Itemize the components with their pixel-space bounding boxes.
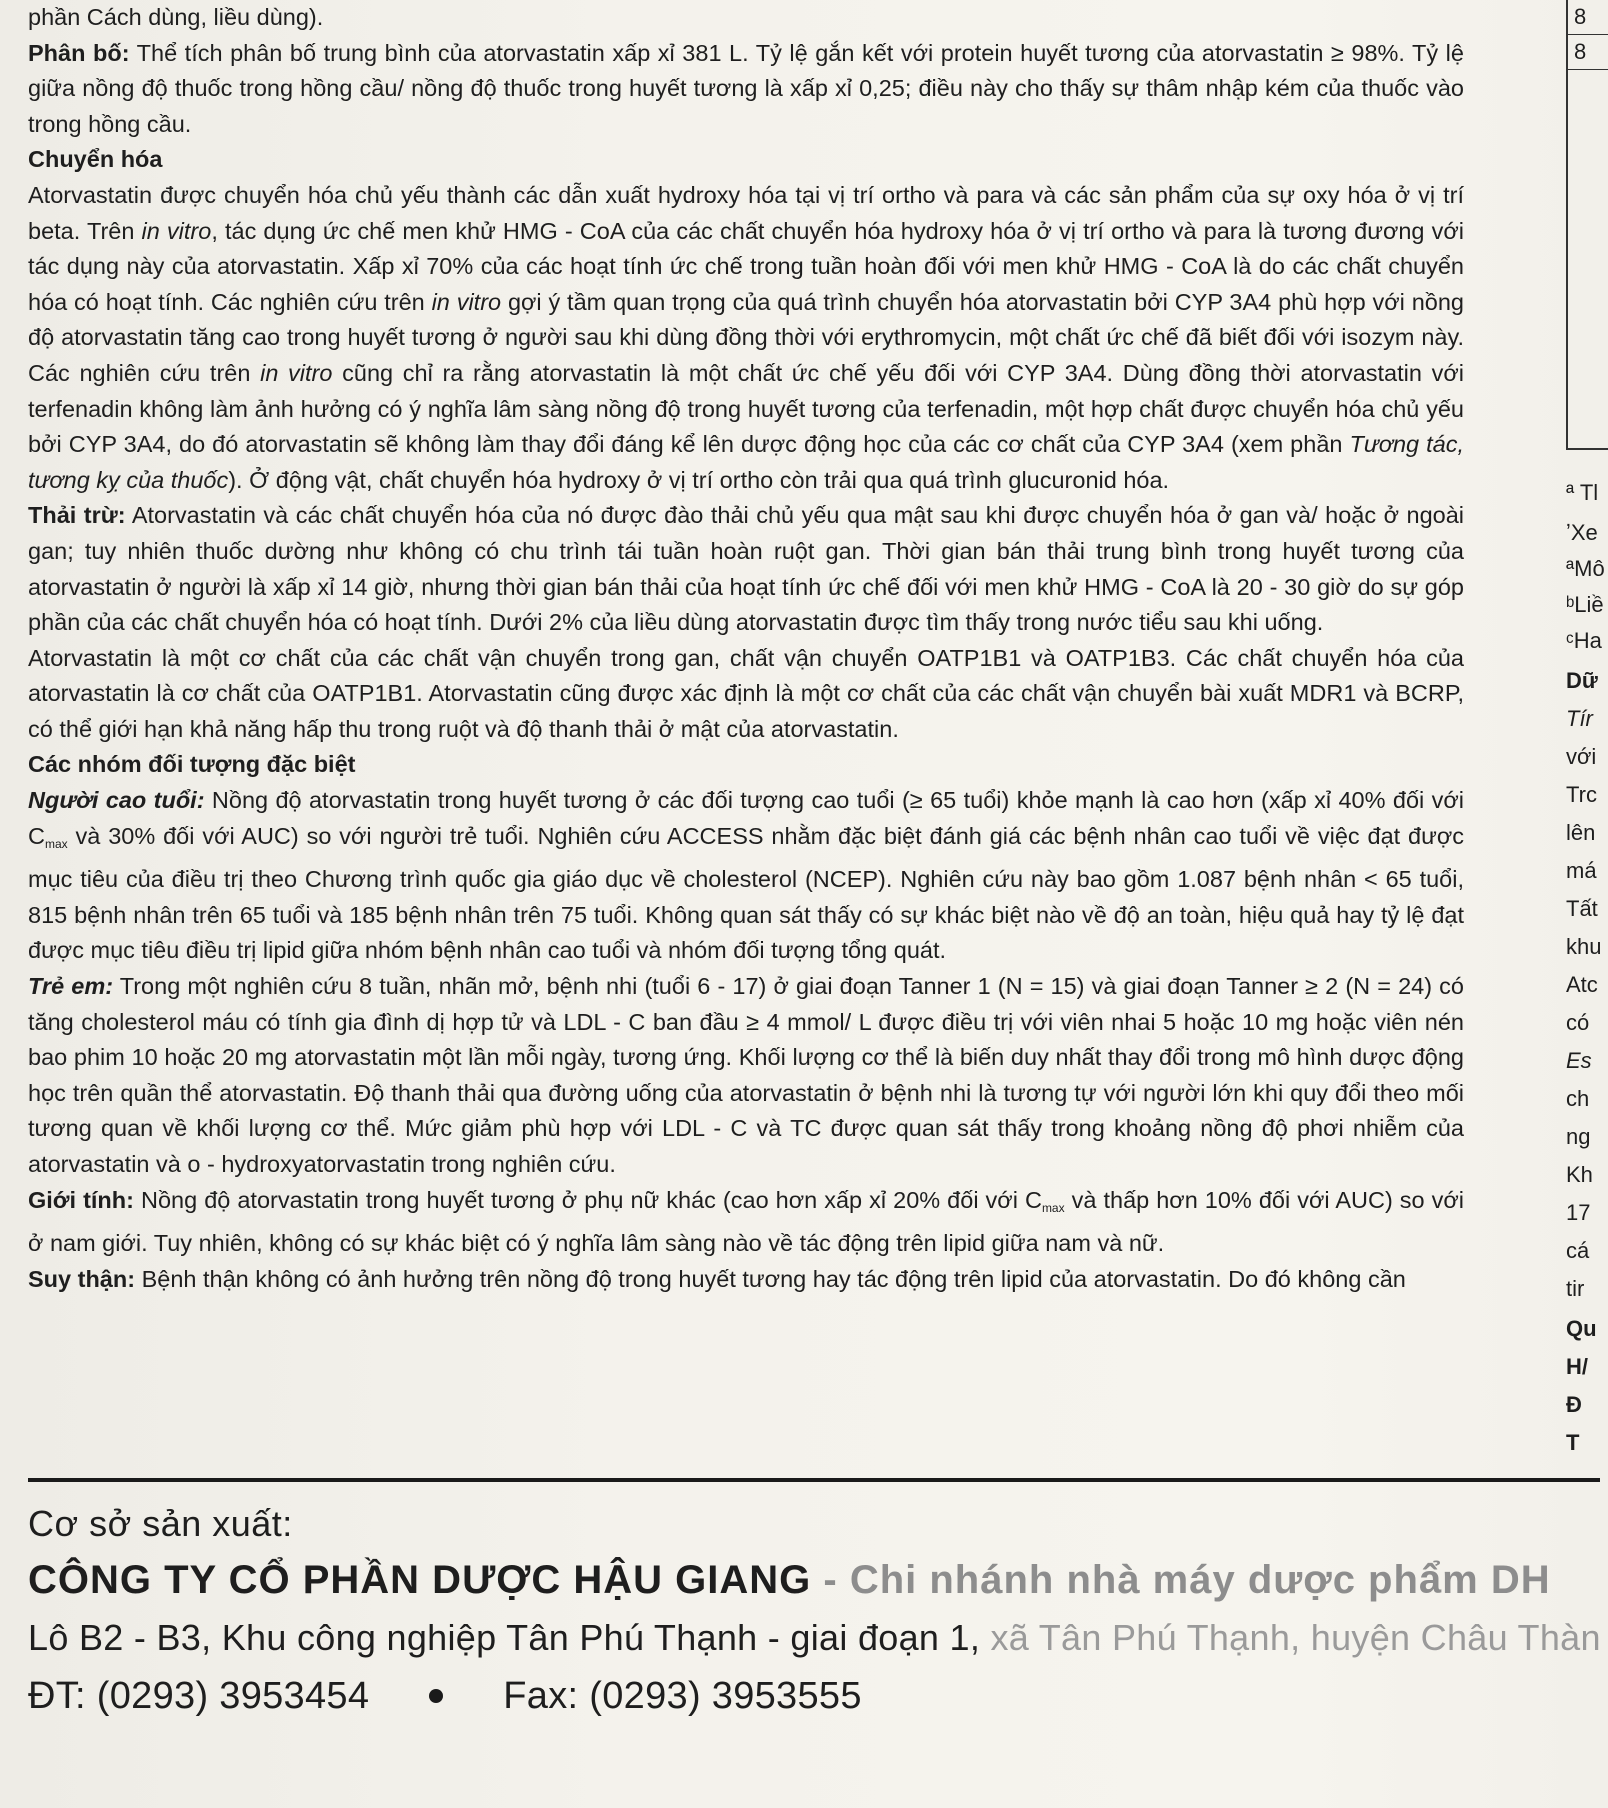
elderly-part1: Nồng độ atorvastatin trong huyết tương ở các đối tượng cao tuổi (≥ 65 tuổi) khỏe mạnh là cao hơn (xấp xỉ 40% đối với C xyxy=(28,787,1464,849)
special-groups-heading: Các nhóm đối tượng đặc biệt xyxy=(28,751,356,778)
transporter-paragraph: Atorvastatin là một cơ chất của các chất vận chuyển trong gan, chất vận chuyển OATP1B1 và OATP1B3. Các chất chuyển hóa của atorvastatin là cơ chất của OATP1B1. Atorvastatin cũng được xác định là một cơ chất của các chất vận chuyển bài xuất MDR1 và BCRP, có thể giới hạn khả năng hấp thu trong ruột và độ thanh thải ở mật của atorvastatin. xyxy=(28,644,1464,742)
distribution-label: Phân bố: xyxy=(28,39,130,66)
right-fragment: Tír xyxy=(1566,706,1593,731)
company-name: CÔNG TY CỔ PHẦN DƯỢC HẬU GIANG xyxy=(28,1558,812,1602)
children-paragraph xyxy=(28,969,1464,1183)
phone-number: ĐT: (0293) 3953454 xyxy=(28,1675,370,1717)
right-fragment: tir xyxy=(1566,1276,1585,1301)
right-table-row: 8 xyxy=(1568,35,1608,70)
gender-label: Giới tính: xyxy=(28,1186,134,1213)
right-fragment: ᶜHa xyxy=(1566,628,1602,653)
bullet-icon xyxy=(429,1689,443,1703)
right-fragment: T xyxy=(1566,1430,1580,1455)
right-fragment: khu xyxy=(1566,934,1602,959)
elderly-label: Người cao tuổi: xyxy=(28,787,205,814)
elderly-cmax-sub: max xyxy=(44,836,68,851)
elimination-label: Thải trừ: xyxy=(28,502,126,529)
right-table-row: 8 xyxy=(1568,0,1608,35)
document-body xyxy=(28,0,1464,1297)
metabolism-part4: cũng chỉ ra rằng atorvastatin là một chất ức chế yếu đối với CYP 3A4. Dùng đồng thời atorvastatin với terfenadin không làm ảnh hưởng có ý nghĩa lâm sàng nồng độ trong huyết tương của terfenadin, một hợp chất được chuyển hóa chủ yếu bởi CYP 3A4, do đó atorvastatin sẽ không làm thay đổi đáng kể lên dược động học của các cơ chất của CYP 3A4 (xem phần xyxy=(28,359,1464,458)
manufacturer-contact xyxy=(28,1666,1600,1726)
children-text: Trong một nghiên cứu 8 tuần, nhãn mở, bệnh nhi (tuổi 6 - 17) ở giai đoạn Tanner 1 (N = 15) và giai đoạn Tanner ≥ 2 (N = 24) có tăng cholesterol máu có tính gia đình dị hợp tử và LDL - C ban đầu ≥ 4 mmol/ L được điều trị với viên nhai 5 hoặc 10 mg hoặc viên nén bao phim 10 hoặc 20 mg atorvastatin một lần mỗi ngày, tương ứng. Khối lượng cơ thể là biến duy nhất thay đổi trong mô hình dược động học trên quần thể atorvastatin. Độ thanh thải qua đường uống của atorvastatin ở bệnh nhi là tương tự với người lớn khi quy đổi theo mối tương quan về khối lượng cơ thể. Mức giảm phù hợp với LDL - C và TC được quan sát thấy trong khoảng nồng độ phơi nhiễm của atorvastatin và o - hydroxyatorvastatin trong nghiên cứu. xyxy=(28,973,1464,1177)
right-fragment: lên xyxy=(1566,820,1596,845)
manufacturer-address xyxy=(28,1610,1600,1666)
right-fragment: ª Tl xyxy=(1566,480,1599,505)
right-fragment: với xyxy=(1566,744,1597,769)
renal-paragraph xyxy=(28,1262,1464,1298)
right-fragment: Es xyxy=(1566,1048,1592,1073)
right-fragment: Đ xyxy=(1566,1392,1582,1417)
right-fragment: 17 xyxy=(1566,1200,1591,1225)
manufacturer-company xyxy=(28,1550,1600,1610)
top-fragment xyxy=(28,0,1464,36)
right-fragment: ch xyxy=(1566,1086,1590,1111)
right-fragment: Atc xyxy=(1566,972,1598,997)
manufacturer-label: Cơ sở sản xuất: xyxy=(28,1503,293,1544)
right-fragment: H/ xyxy=(1566,1354,1588,1379)
metabolism-part2: , tác dụng ức chế men khử HMG - CoA của các chất chuyển hóa hydroxy hóa ở vị trí ortho và para là tương đương với tác dụng này của atorvastatin. Xấp xỉ 70% của các hoạt tính ức chế trong tuần hoàn đối với men khử HMG - CoA là do các chất chuyển hóa có hoạt tính. Các nghiên cứu trên xyxy=(28,217,1464,315)
right-column-fragment xyxy=(1566,0,1605,1480)
right-fragment: ᵇLiề xyxy=(1566,592,1604,617)
fax-number: Fax: (0293) 3953555 xyxy=(503,1675,862,1717)
top-fragment-text: phần Cách dùng, liều dùng). xyxy=(28,4,324,30)
metabolism-part3: gợi ý tầm quan trọng của quá trình chuyển hóa atorvastatin bởi CYP 3A4 phù hợp với nồng độ atorvastatin tăng cao trong huyết tương ở người sau khi dùng đồng thời với erythromycin, một chất ức chế đã biết đối với isozym này. Các nghiên cứu trên xyxy=(28,288,1464,386)
manufacturer-footer xyxy=(28,1498,1600,1726)
metabolism-italic3: in vitro xyxy=(260,359,333,386)
right-fragment: Trc xyxy=(1566,782,1597,807)
gender-cmax-sub: max xyxy=(1041,1200,1065,1215)
renal-text: Bệnh thận không có ảnh hưởng trên nồng độ trong huyết tương hay tác động trên lipid của atorvastatin. Do đó không cần xyxy=(141,1265,1406,1292)
children-label: Trẻ em: xyxy=(28,973,114,1000)
right-fragment: Qu xyxy=(1566,1316,1597,1341)
distribution-text: Thể tích phân bố trung bình của atorvastatin xấp xỉ 381 L. Tỷ lệ gắn kết với protein huyết tương của atorvastatin ≥ 98%. Tỷ lệ giữa nồng độ thuốc trong hồng cầu/ nồng độ thuốc trong huyết tương là xấp xỉ 0,25; điều này cho thấy sự thâm nhập kém của thuốc vào trong hồng cầu. xyxy=(28,39,1464,137)
distribution-paragraph xyxy=(28,36,1464,143)
right-fragment: Kh xyxy=(1566,1162,1593,1187)
elimination-paragraph xyxy=(28,498,1464,640)
address-text: Lô B2 - B3, Khu công nghiệp Tân Phú Thạnh - giai đoạn 1, xyxy=(28,1617,981,1658)
right-fragment: Tất xyxy=(1566,896,1598,921)
metabolism-heading: Chuyển hóa xyxy=(28,146,163,173)
gender-part1: Nồng độ atorvastatin trong huyết tương ở phụ nữ khác (cao hơn xấp xỉ 20% đối với C xyxy=(141,1186,1042,1213)
metabolism-italic1: in vitro xyxy=(141,217,212,244)
metabolism-italic4: Tương tác, tương kỵ của thuốc xyxy=(28,431,1464,493)
right-fragment: có xyxy=(1566,1010,1590,1035)
right-fragment: má xyxy=(1566,858,1597,883)
company-branch: - Chi nhánh nhà máy dược phẩm DH xyxy=(811,1558,1551,1602)
right-fragment: ng xyxy=(1566,1124,1591,1149)
gender-paragraph xyxy=(28,1183,1464,1262)
renal-label: Suy thận: xyxy=(28,1265,136,1292)
elimination-text: Atorvastatin và các chất chuyển hóa của nó được đào thải chủ yếu qua mật sau khi được chuyển hóa ở gan và/ hoặc ở ngoài gan; tuy nhiên thuốc dường như không có chu trình tái tuần hoàn ruột gan. Thời gian bán thải trung bình trong huyết tương của atorvastatin ở người là xấp xỉ 14 giờ, nhưng thời gian bán thải của hoạt tính ức chế đối với men khử HMG - CoA là 20 - 30 giờ do sự góp phần của các chất chuyển hóa có hoạt tính. Dưới 2% của liều dùng atorvastatin được tìm thấy trong nước tiểu sau khi uống. xyxy=(28,502,1465,636)
right-fragment: ªMô xyxy=(1566,556,1605,581)
metabolism-part5: ). Ở động vật, chất chuyển hóa hydroxy ở vị trí ortho còn trải qua quá trình glucuronid hóa. xyxy=(228,466,1170,493)
footer-divider xyxy=(28,1478,1600,1482)
metabolism-paragraph xyxy=(28,178,1464,498)
address-faded-text: xã Tân Phú Thạnh, huyện Châu Thàn xyxy=(980,1617,1601,1658)
right-fragment: cá xyxy=(1566,1238,1590,1263)
elderly-paragraph xyxy=(28,783,1464,969)
right-fragment: Dữ xyxy=(1566,668,1598,693)
metabolism-italic2: in vitro xyxy=(431,288,502,315)
elderly-part2: và 30% đối với AUC) so với người trẻ tuổi. Nghiên cứu ACCESS nhằm đặc biệt đánh giá các bệnh nhân cao tuổi về việc đạt được mục tiêu của điều trị theo Chương trình quốc gia giáo dục về cholesterol (NCEP). Nghiên cứu này bao gồm 1.087 bệnh nhân < 65 tuổi, 815 bệnh nhân trên 65 tuổi và 185 bệnh nhân trên 75 tuổi. Không quan sát thấy có sự khác biệt nào về độ an toàn, hiệu quả hay tỷ lệ đạt được mục tiêu điều trị lipid giữa nhóm bệnh nhân cao tuổi và nhóm đối tượng tổng quát. xyxy=(28,822,1464,964)
right-table-fragment xyxy=(1566,0,1608,450)
right-fragment: ʼXe xyxy=(1566,520,1598,545)
metabolism-part1: Atorvastatin được chuyển hóa chủ yếu thành các dẫn xuất hydroxy hóa tại vị trí ortho và para và các sản phẩm của sự oxy hóa ở vị trí beta. Trên xyxy=(28,181,1464,244)
gender-part2: và thấp hơn 10% đối với AUC) so với ở nam giới. Tuy nhiên, không có sự khác biệt có ý nghĩa lâm sàng nào về tác động trên lipid giữa nam và nữ. xyxy=(28,1186,1465,1257)
